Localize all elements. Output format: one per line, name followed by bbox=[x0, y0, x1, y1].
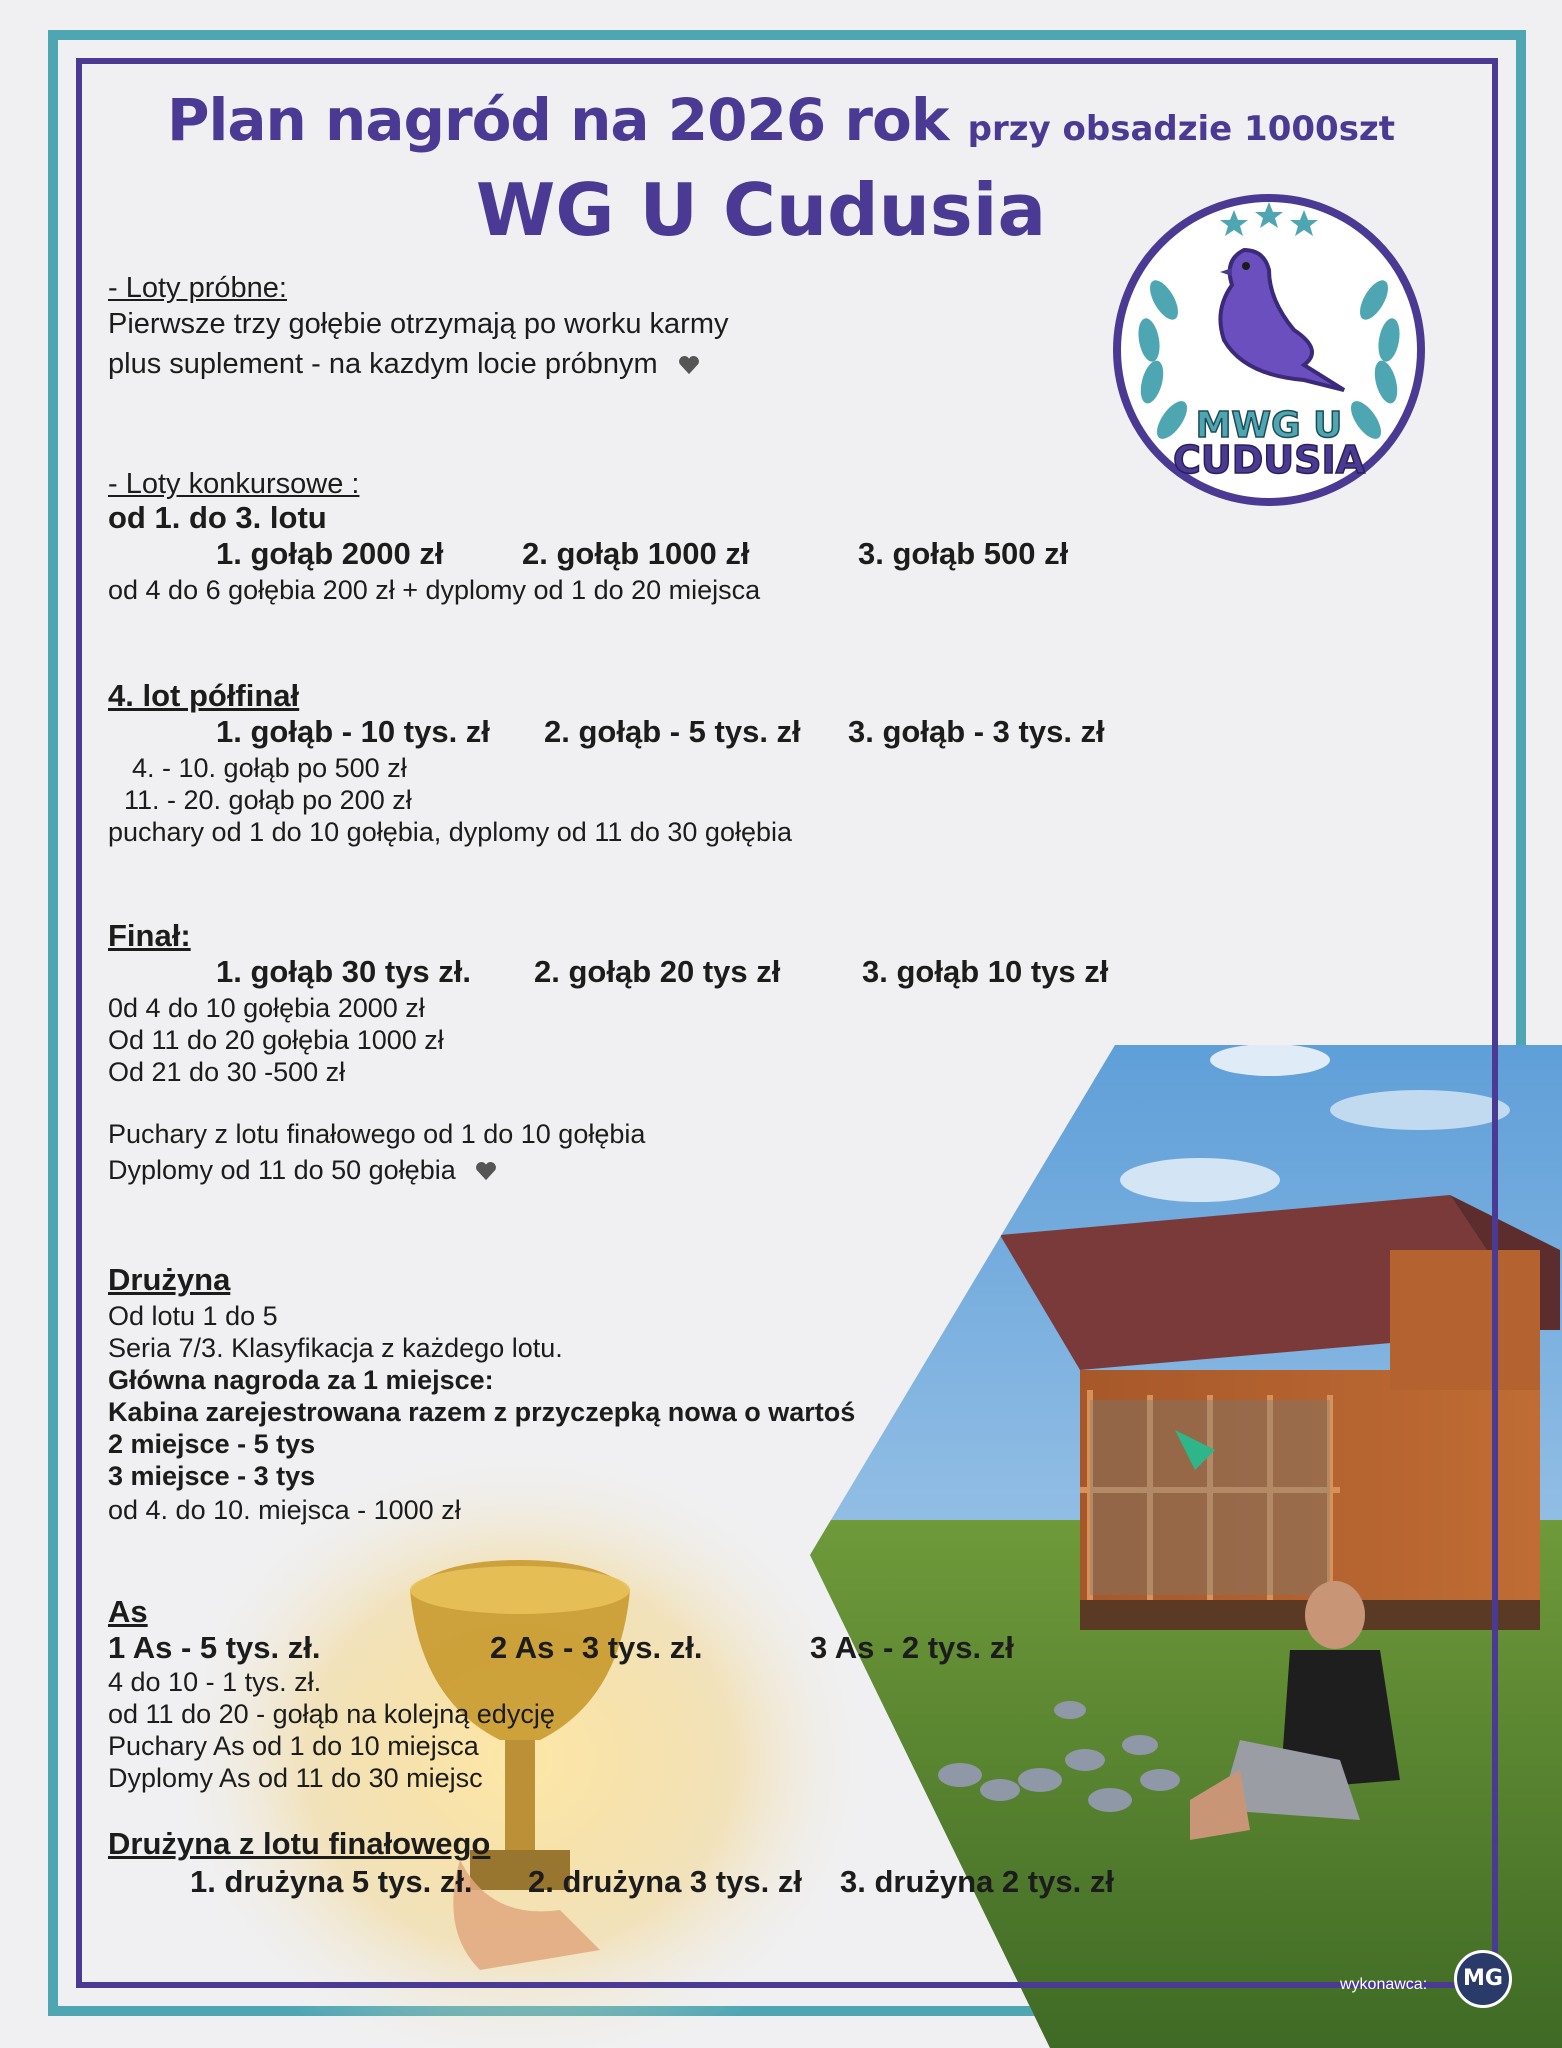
section-heading-konkursowe: - Loty konkursowe : bbox=[108, 468, 360, 500]
final-line5-row bbox=[108, 1152, 497, 1188]
section-heading-final: Finał: bbox=[108, 918, 191, 953]
title-suffix: przy obsadzie 1000szt bbox=[967, 109, 1395, 149]
final-line3: Od 21 do 30 -500 zł bbox=[108, 1057, 346, 1087]
druzyna-line1: Od lotu 1 do 5 bbox=[108, 1301, 278, 1331]
druzyna-line5: 2 miejsce - 5 tys bbox=[108, 1429, 316, 1459]
polfinal-prize-1: 1. gołąb - 10 tys. zł bbox=[216, 714, 490, 749]
polfinal-line2: 11. - 20. gołąb po 200 zł bbox=[124, 785, 412, 815]
konkursowe-prize-3: 3. gołąb 500 zł bbox=[858, 536, 1069, 571]
section-heading-druzyna: Drużyna bbox=[108, 1262, 231, 1297]
konkursowe-prize-1: 1. gołąb 2000 zł bbox=[216, 536, 444, 571]
section-heading-proby: - Loty próbne: bbox=[108, 272, 287, 304]
druzyna-line7: od 4. do 10. miejsca - 1000 zł bbox=[108, 1495, 461, 1525]
final-prize-3: 3. gołąb 10 tys zł bbox=[862, 954, 1109, 989]
as-line1: 4 do 10 - 1 tys. zł. bbox=[108, 1667, 322, 1697]
polfinal-prize-3: 3. gołąb - 3 tys. zł bbox=[848, 714, 1105, 749]
section-heading-polfinal: 4. lot półfinał bbox=[108, 678, 300, 713]
konkursowe-sub: od 1. do 3. lotu bbox=[108, 500, 327, 535]
druzyna-final-prize-3: 3. drużyna 2 tys. zł bbox=[840, 1864, 1114, 1899]
konkursowe-line: od 4 do 6 gołębia 200 zł + dyplomy od 1 do 20 miejsca bbox=[108, 575, 761, 605]
author-logo: MG bbox=[1454, 1950, 1512, 2008]
as-prize-2: 2 As - 3 tys. zł. bbox=[490, 1630, 703, 1665]
section-heading-druzyna-final: Drużyna z lotu finałowego bbox=[108, 1826, 491, 1861]
polfinal-line3: puchary od 1 do 10 gołębia, dyplomy od 11 do 30 gołębia bbox=[108, 817, 793, 847]
druzyna-final-prize-2: 2. drużyna 3 tys. zł bbox=[528, 1864, 802, 1899]
as-prize-3: 3 As - 2 tys. zł bbox=[810, 1630, 1014, 1665]
logo-line1: MWG U bbox=[1195, 405, 1343, 446]
as-line4: Dyplomy As od 11 do 30 miejsc bbox=[108, 1763, 483, 1793]
druzyna-line3: Główna nagroda za 1 miejsce: bbox=[108, 1365, 494, 1395]
club-logo bbox=[1094, 190, 1444, 510]
polfinal-prize-2: 2. gołąb - 5 tys. zł bbox=[544, 714, 801, 749]
druzyna-line6: 3 miejsce - 3 tys bbox=[108, 1461, 316, 1491]
credit-label: wykonawca: bbox=[1340, 1976, 1428, 1993]
final-line5: Dyplomy od 11 do 50 gołębia bbox=[108, 1155, 456, 1185]
druzyna-line2: Seria 7/3. Klasyfikacja z każdego lotu. bbox=[108, 1333, 563, 1363]
druzyna-line4: Kabina zarejestrowana razem z przyczepką nowa o wartoś bbox=[108, 1397, 856, 1427]
proby-line2-row bbox=[108, 346, 700, 382]
polfinal-line1: 4. - 10. gołąb po 500 zł bbox=[132, 753, 407, 783]
as-line2: od 11 do 20 - gołąb na kolejną edycję bbox=[108, 1699, 555, 1729]
heart-icon bbox=[678, 354, 700, 376]
as-prize-1: 1 As - 5 tys. zł. bbox=[108, 1630, 321, 1665]
proby-line1: Pierwsze trzy gołębie otrzymają po worku karmy bbox=[108, 308, 729, 340]
final-line4: Puchary z lotu finałowego od 1 do 10 gołębia bbox=[108, 1119, 646, 1149]
druzyna-final-prize-1: 1. drużyna 5 tys. zł. bbox=[190, 1864, 473, 1899]
club-name: WG U Cudusia bbox=[475, 168, 1047, 252]
logo-line2: CUDUSIA bbox=[1172, 438, 1366, 482]
final-prize-2: 2. gołąb 20 tys zł bbox=[534, 954, 781, 989]
proby-line2: plus suplement - na kazdym locie próbnym bbox=[108, 348, 658, 380]
final-line1: 0d 4 do 10 gołębia 2000 zł bbox=[108, 993, 425, 1023]
final-line2: Od 11 do 20 gołębia 1000 zł bbox=[108, 1025, 444, 1055]
section-heading-as: As bbox=[108, 1594, 148, 1629]
final-prize-1: 1. gołąb 30 tys zł. bbox=[216, 954, 471, 989]
heart-icon bbox=[475, 1160, 497, 1182]
page-title bbox=[0, 86, 1562, 154]
as-line3: Puchary As od 1 do 10 miejsca bbox=[108, 1731, 479, 1761]
konkursowe-prize-2: 2. gołąb 1000 zł bbox=[522, 536, 750, 571]
title-main: Plan nagród na 2026 rok bbox=[167, 86, 949, 154]
